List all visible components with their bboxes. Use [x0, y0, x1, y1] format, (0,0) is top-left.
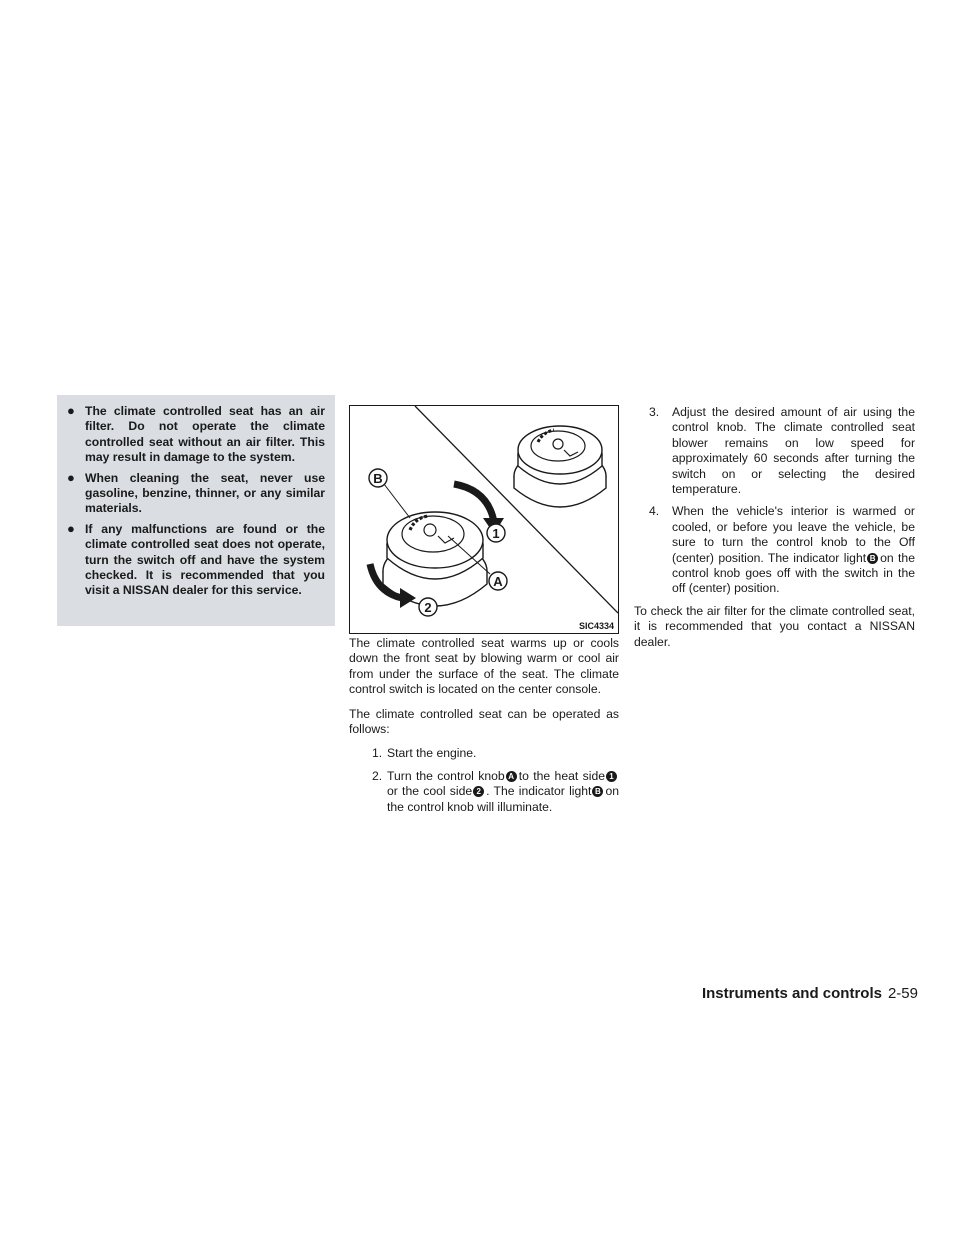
step-text: Turn the control knob: [387, 768, 505, 783]
warning-item: [67, 522, 325, 599]
warning-text: When cleaning the seat, never use gasoline, benzine, thinner, or any similar materials.: [85, 470, 325, 516]
step-text: on the control knob goes off with the switch in the off (center) position.: [672, 550, 915, 596]
svg-text:1: 1: [492, 526, 500, 541]
intro-paragraph: The climate controlled seat can be operated as follows:: [349, 706, 619, 737]
step-text: or the cool side: [387, 784, 473, 799]
callout-1-icon: [487, 524, 505, 542]
ref-2-icon: 2: [473, 786, 484, 797]
lower-knob-icon: [383, 512, 487, 606]
svg-text:A: A: [493, 574, 503, 589]
step-text: Adjust the desired amount of air using the control knob. The climate controlled seat blower remains on low speed for approximately 60 seconds after turning the switch on or selecting the desired temperature.: [672, 405, 915, 497]
upper-knob-icon: [514, 426, 606, 507]
ref-a-icon: A: [506, 771, 517, 782]
step-text: to the heat side: [518, 768, 605, 783]
step-number: 4.: [649, 504, 660, 519]
intro-paragraph: The climate controlled seat warms up or cools down the front seat by blowing warm or cool air from under the surface of the seat. The climate control switch is located on the center console.: [349, 636, 619, 697]
page-footer: [702, 985, 918, 1002]
closing-paragraph: To check the air filter for the climate controlled seat, it is recommended that you contact a NISSAN dealer.: [634, 603, 915, 649]
svg-text:2: 2: [424, 600, 432, 615]
step-text: When the vehicle's interior is warmed or cooled, or before you leave the vehicle, be sure to turn the control knob to the Off (center) position. The indicator light: [672, 504, 915, 565]
ref-b-icon: B: [867, 553, 878, 564]
figure-code: SIC4334: [578, 621, 614, 631]
control-knob-figure: [349, 405, 619, 634]
warning-text: The climate controlled seat has an air filter. Do not operate the climate controlled seat without an air filter. This may result in damage to the system.: [85, 404, 325, 465]
step-text: on the control knob will illuminate.: [387, 784, 619, 814]
svg-text:B: B: [373, 471, 383, 486]
right-column: [634, 405, 915, 659]
warning-box: [57, 395, 335, 626]
step-number: 1.: [372, 746, 383, 761]
section-title: Instruments and controls: [701, 985, 882, 1002]
page-number: 2-59: [887, 985, 918, 1002]
step-text: Start the engine.: [387, 746, 477, 761]
middle-column: [349, 636, 619, 822]
step-item: [634, 405, 915, 497]
step-item: [349, 746, 619, 761]
warning-item: [67, 471, 325, 517]
bullet-icon: ●: [67, 403, 75, 418]
warning-text: If any malfunctions are found or the climate controlled seat does not operate, turn the switch off and have the system checked. It is recommended that you visit a NISSAN dealer for this service.: [85, 521, 325, 598]
ref-1-icon: 1: [606, 771, 617, 782]
bullet-icon: ●: [67, 469, 75, 485]
step-text: . The indicator light: [486, 784, 592, 799]
ref-b-icon: B: [592, 786, 603, 797]
callout-2-icon: [419, 598, 437, 616]
knob-illustration: [350, 406, 618, 633]
warning-item: [67, 404, 325, 466]
step-item: [634, 504, 915, 596]
step-number: 3.: [649, 405, 660, 419]
bullet-icon: ●: [67, 520, 75, 536]
callout-b-icon: [369, 469, 387, 487]
step-item: [349, 769, 619, 815]
callout-a-icon: [489, 572, 507, 590]
step-number: 2.: [372, 768, 383, 783]
